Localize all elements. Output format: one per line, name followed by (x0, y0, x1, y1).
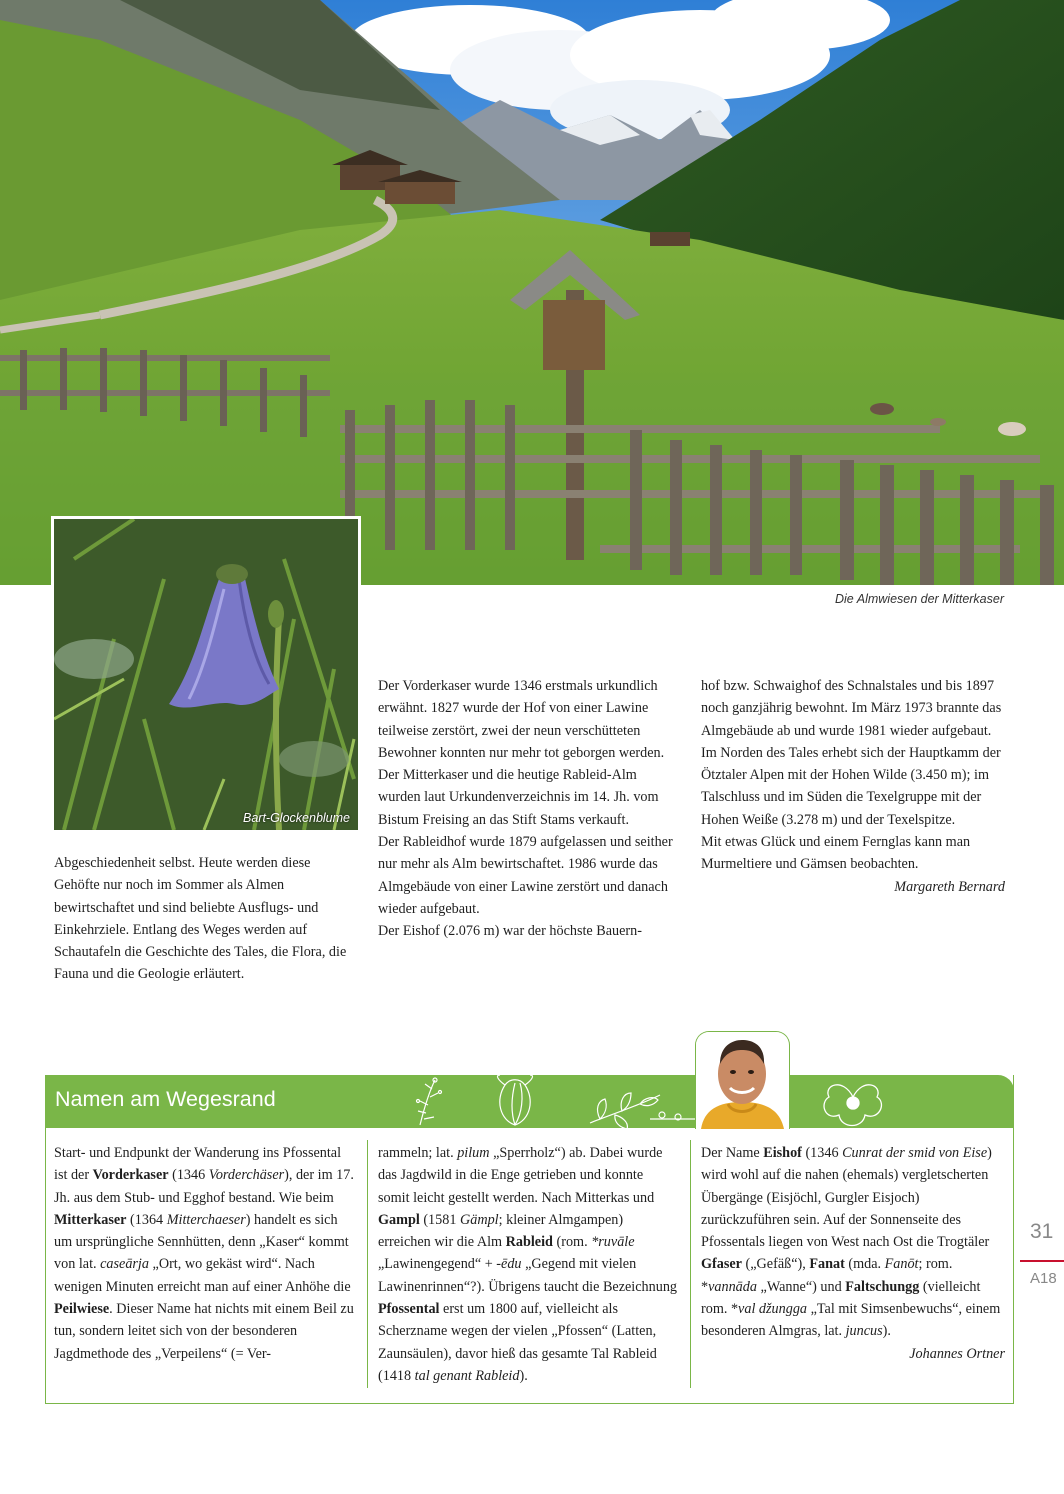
bellflower-illustration (54, 519, 358, 830)
column-divider (690, 1140, 691, 1388)
article-paragraph: hof bzw. Schwaighof des Schnalstales und bis 1897 noch ganzjährig bewohnt. Im März 1973 brannte das Almgebäude ab und wurde 1981 wieder aufgebaut. (701, 678, 1002, 739)
box-paragraph: Start- und Endpunkt der Wanderung ins Pfossental ist der Vorderkaser (1346 Vorderchäser), der im 17. Jh. aus dem Stub- und Egghof bestand. Wie beim Mitterkaser (1364 Mitterchaeser) handelt es sich um ursprüngliche Sennhütten, denn „Kaser“ kommt von lat. caseārja „Ort, wo gekäst wird“. Nach wenigen Minuten erreicht man auf einer Anhöhe die Peilwiese. Dieser Name hat nichts mit einem Beil zu tun, sondern leitet sich von der besonderen Jagdmethode des „Verpeilens“ (= Ver- (54, 1145, 354, 1362)
article-paragraph: Mit etwas Glück und einem Fernglas kann man Murmeltiere und Gämsen beobachten. (701, 834, 971, 873)
box-paragraph: rammeln; lat. pilum „Sperrholz“) ab. Dabei wurde das Jagdwild in die Enge getrieben und konnte somit leicht gestellt werden. Nach Mitterkas und Gampl (1581 Gämpl; kleiner Almgampen) erreichen wir die Alm Rableid (rom. *ruvāle „Lawinengegend“ + -ēdu „Gegend mit vielen Lawinenrinnen“?). Übrigens taucht die Bezeichnung Pfossental erst um 1800 auf, vielleicht als Scherzname wegen der vielen „Pfossen“ (Latten, Zaunsäulen), davor hieß das gesamte Tal Rableid (1418 tal genant Rableid). (378, 1145, 678, 1384)
inset-caption: Bart-Glockenblume (243, 811, 350, 825)
hero-caption: Die Almwiesen der Mitterkaser (834, 592, 1004, 606)
alpine-meadow-illustration (0, 0, 1064, 585)
portrait-illustration (696, 1032, 788, 1129)
article-paragraph: Der Eishof (2.076 m) war der höchste Bauern- (378, 923, 642, 940)
inset-photo (54, 519, 358, 830)
box-column-1 (54, 1142, 356, 1365)
article-paragraph: Der Rableidhof wurde 1879 aufgelassen und seither nur mehr als Alm bewirtschaftet. 1986 wurde das Almgebäude von einer Lawine zerstört und danach wieder aufgebaut. (378, 834, 673, 917)
article-column-2 (378, 675, 676, 943)
hero-photo (0, 0, 1064, 585)
article-column-1 (54, 852, 356, 986)
article-author: Margareth Bernard (894, 878, 1005, 895)
info-box-header (45, 1075, 1014, 1128)
page-number: 31 (1030, 1220, 1054, 1243)
article-paragraph: Der Mitterkaser und die heutige Rableid-Alm wurden laut Urkundenverzeichnis im 14. Jh. vom Bistum Freising an das Stift Stams verkauft. (378, 767, 659, 828)
author-portrait (695, 1031, 790, 1129)
floral-decoration-icon (400, 1075, 700, 1128)
inset-photo-frame (51, 516, 361, 830)
page-number-rule (1020, 1260, 1064, 1262)
article-paragraph: Im Norden des Tales erhebt sich der Hauptkamm der Ötztaler Alpen mit der Hohen Wilde (3.450 m); im Talschluss und im Süden die Texelgruppe mit der Hohen Weiße (3.278 m) und der Texelspitze. (701, 744, 1001, 828)
article-paragraph: Abgeschiedenheit selbst. Heute werden diese Gehöfte nur noch im Sommer als Almen bewirtschaftet und sind beliebte Ausflugs- und Einkehrziele. Entlang des Weges werden auf Schautafeln die Geschichte des Tales, die Flora, die Fauna und die Geologie erläutert. (54, 855, 347, 983)
article-column-3 (701, 675, 1005, 898)
column-divider (367, 1140, 368, 1388)
box-paragraph: Der Name Eishof (1346 Cunrat der smid von Eise) wird wohl auf die nahen (ehemals) vergletscherten Übergänge (Eisjöchl, Gurgler Eisjoch) zurückzuführen sein. Auf der Sonnenseite des Pfossentals liegen von West nach Ost die Trogtäler Gfaser („Gefäß“), Fanat (mda. Fanōt; rom. *vannāda „Wanne“) und Faltschungg (vielleicht rom. *val džungga „Tal mit Simsenbewuchs“, einem besonderen Almgras, lat. juncus). (701, 1145, 1001, 1340)
page-code: A18 (1030, 1270, 1057, 1287)
article-paragraph: Der Vorderkaser wurde 1346 erstmals urkundlich erwähnt. 1827 wurde der Hof von einer Lawine teilweise zerstört, zwei der neun verschütteten Bewohner konnten nur mehr tot geborgen werden. (378, 678, 665, 761)
box-column-2 (378, 1142, 678, 1387)
flower-outline-icon (815, 1075, 895, 1128)
box-author: Johannes Ortner (909, 1345, 1005, 1362)
info-box-title: Namen am Wegesrand (55, 1087, 276, 1111)
box-column-3 (701, 1142, 1005, 1365)
